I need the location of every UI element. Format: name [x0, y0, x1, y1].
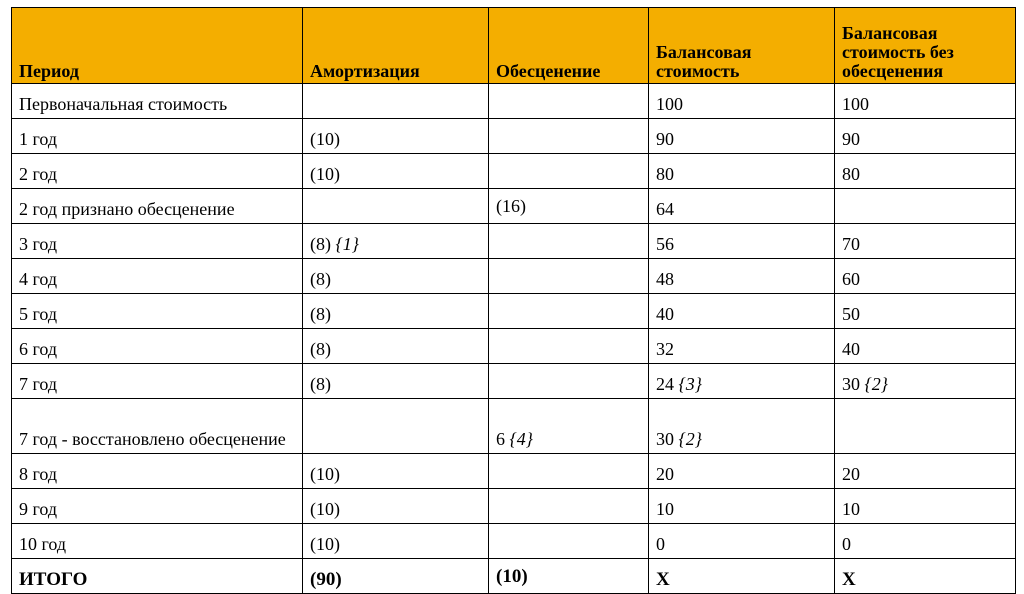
cell-value: 9 год — [19, 499, 58, 519]
header-impairment: Обесценение — [489, 8, 649, 84]
header-book-value: Балансовая стоимость — [649, 8, 835, 84]
book-value-no-impairment-cell — [835, 154, 1016, 189]
footnote-ref: {2} — [864, 374, 888, 394]
book-value-no-impairment-cell — [835, 189, 1016, 224]
footnote-ref: {1} — [335, 234, 359, 254]
book-value-no-impairment-cell — [835, 119, 1016, 154]
table-row — [12, 489, 1016, 524]
table-row — [12, 154, 1016, 189]
cell-value: 80 — [842, 164, 860, 184]
cell-value: 0 — [842, 534, 851, 554]
total-impairment-cell: (10) — [489, 559, 649, 594]
period-cell — [12, 399, 303, 454]
book-value-no-impairment-cell — [835, 489, 1016, 524]
cell-value: 10 — [842, 499, 860, 519]
book-value-cell — [649, 399, 835, 454]
period-cell — [12, 84, 303, 119]
period-cell — [12, 259, 303, 294]
book-value-no-impairment-cell — [835, 524, 1016, 559]
cell-value: (10) — [310, 464, 340, 484]
period-cell — [12, 154, 303, 189]
period-cell — [12, 489, 303, 524]
period-cell — [12, 329, 303, 364]
book-value-cell — [649, 224, 835, 259]
period-cell — [12, 119, 303, 154]
table-row — [12, 524, 1016, 559]
header-row — [12, 8, 1016, 84]
book-value-cell — [649, 189, 835, 224]
cell-value: 100 — [842, 94, 869, 114]
amortization-cell — [303, 454, 489, 489]
impairment-cell — [489, 189, 649, 224]
amortization-cell — [303, 189, 489, 224]
header-amortization: Амортизация — [303, 8, 489, 84]
book-value-cell — [649, 329, 835, 364]
table-body — [12, 84, 1016, 594]
table-row — [12, 259, 1016, 294]
impairment-cell — [489, 84, 649, 119]
cell-value: 30 — [656, 429, 674, 449]
footnote-ref: {3} — [678, 374, 702, 394]
period-cell — [12, 454, 303, 489]
amortization-cell — [303, 364, 489, 399]
period-cell — [12, 364, 303, 399]
book-value-cell — [649, 154, 835, 189]
impairment-cell — [489, 119, 649, 154]
impairment-cell — [489, 294, 649, 329]
amortization-cell — [303, 524, 489, 559]
cell-value: 70 — [842, 234, 860, 254]
period-cell — [12, 224, 303, 259]
cell-value: 5 год — [19, 304, 58, 324]
period-cell — [12, 189, 303, 224]
book-value-no-impairment-cell — [835, 399, 1016, 454]
cell-value: 40 — [842, 339, 860, 359]
cell-value: 56 — [656, 234, 674, 254]
book-value-no-impairment-cell — [835, 84, 1016, 119]
book-value-cell — [649, 119, 835, 154]
book-value-cell — [649, 364, 835, 399]
book-value-cell — [649, 524, 835, 559]
cell-value: 40 — [656, 304, 674, 324]
book-value-cell — [649, 259, 835, 294]
cell-value: (16) — [496, 195, 526, 216]
cell-value: (8) — [310, 374, 331, 394]
table-row — [12, 84, 1016, 119]
cell-value: 6 — [496, 429, 505, 449]
cell-value: Первоначальная стоимость — [19, 94, 228, 114]
cell-value: 10 год — [19, 534, 67, 554]
impairment-cell — [489, 154, 649, 189]
amortization-cell — [303, 329, 489, 364]
table-row — [12, 119, 1016, 154]
amortization-cell — [303, 399, 489, 454]
cell-value: 20 — [656, 464, 674, 484]
impairment-cell — [489, 489, 649, 524]
impairment-cell — [489, 329, 649, 364]
amortization-cell — [303, 119, 489, 154]
cell-value: (10) — [310, 129, 340, 149]
book-value-no-impairment-cell — [835, 364, 1016, 399]
cell-value: (10) — [310, 499, 340, 519]
footnote-ref: {2} — [678, 429, 702, 449]
footnote-ref: {4} — [509, 429, 533, 449]
cell-value: 6 год — [19, 339, 58, 359]
impairment-cell — [489, 524, 649, 559]
cell-value: (8) — [310, 304, 331, 324]
amortization-cell — [303, 489, 489, 524]
book-value-no-impairment-cell — [835, 329, 1016, 364]
cell-value: 2 год — [19, 164, 58, 184]
table-row — [12, 454, 1016, 489]
header-book-value-no-impairment: Балансовая стоимость без обесценения — [835, 8, 1016, 84]
depreciation-table — [11, 7, 1016, 594]
table-row — [12, 294, 1016, 329]
total-period-cell: ИТОГО — [12, 559, 303, 594]
cell-value: 3 год — [19, 234, 58, 254]
total-row — [12, 559, 1016, 594]
impairment-cell — [489, 259, 649, 294]
cell-value: 10 — [656, 499, 674, 519]
cell-value: (10) — [310, 534, 340, 554]
amortization-cell — [303, 224, 489, 259]
cell-value: 24 — [656, 374, 674, 394]
period-cell — [12, 294, 303, 329]
cell-value: 1 год — [19, 129, 58, 149]
cell-value: 0 — [656, 534, 665, 554]
cell-value: 7 год — [19, 374, 58, 394]
amortization-cell — [303, 154, 489, 189]
book-value-cell — [649, 454, 835, 489]
cell-value: 64 — [656, 199, 674, 219]
table-row — [12, 364, 1016, 399]
book-value-no-impairment-cell — [835, 454, 1016, 489]
impairment-cell — [489, 364, 649, 399]
cell-value: 80 — [656, 164, 674, 184]
cell-value: (10) — [310, 164, 340, 184]
header-period: Период — [12, 8, 303, 84]
book-value-cell — [649, 489, 835, 524]
cell-value: 2 год признано обесценение — [19, 199, 235, 219]
cell-value: 4 год — [19, 269, 58, 289]
total-book-value-no-impairment-cell: X — [835, 559, 1016, 594]
cell-value: 100 — [656, 94, 683, 114]
table-row — [12, 329, 1016, 364]
period-cell — [12, 524, 303, 559]
cell-value: 20 — [842, 464, 860, 484]
impairment-cell — [489, 224, 649, 259]
impairment-cell — [489, 454, 649, 489]
table-row — [12, 189, 1016, 224]
cell-value: (8) — [310, 269, 331, 289]
cell-value: 90 — [656, 129, 674, 149]
impairment-cell — [489, 399, 649, 454]
amortization-cell — [303, 84, 489, 119]
table-row — [12, 399, 1016, 454]
cell-value: 30 — [842, 374, 860, 394]
cell-value: 90 — [842, 129, 860, 149]
book-value-cell — [649, 84, 835, 119]
cell-value: (8) — [310, 339, 331, 359]
cell-value: 8 год — [19, 464, 58, 484]
cell-value: 60 — [842, 269, 860, 289]
book-value-no-impairment-cell — [835, 294, 1016, 329]
total-amortization-cell: (90) — [303, 559, 489, 594]
cell-value: 7 год - восстановлено обесценение — [19, 429, 286, 449]
amortization-cell — [303, 294, 489, 329]
book-value-no-impairment-cell — [835, 224, 1016, 259]
table-row — [12, 224, 1016, 259]
cell-value: 48 — [656, 269, 674, 289]
amortization-cell — [303, 259, 489, 294]
book-value-no-impairment-cell — [835, 259, 1016, 294]
total-book-value-cell: X — [649, 559, 835, 594]
cell-value: (8) — [310, 234, 331, 254]
book-value-cell — [649, 294, 835, 329]
cell-value: 32 — [656, 339, 674, 359]
cell-value: 50 — [842, 304, 860, 324]
